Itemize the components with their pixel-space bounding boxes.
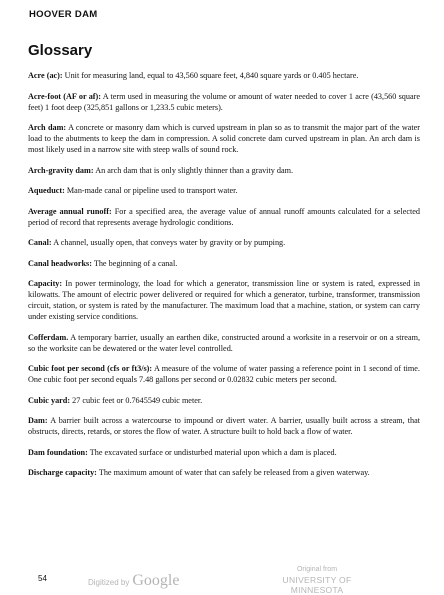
glossary-entry xyxy=(28,279,420,323)
glossary-entry xyxy=(28,92,420,114)
page-number: 54 xyxy=(38,574,47,583)
glossary-entry xyxy=(28,71,420,82)
glossary-definition: For a specified area, the average value of annual runoff amounts calculated for a selected period of record that represents average hydrologic conditions. xyxy=(28,206,420,227)
glossary-entry xyxy=(28,166,420,177)
glossary-term: Capacity: xyxy=(28,279,63,289)
glossary-definition: 27 cubic feet or 0.7645549 cubic meter. xyxy=(72,395,203,405)
glossary-term: Cubic yard: xyxy=(28,395,71,405)
glossary-term: Canal headworks: xyxy=(28,258,92,268)
glossary-definition: A channel, usually open, that conveys water by gravity or by pumping. xyxy=(53,238,286,248)
glossary-term: Aqueduct: xyxy=(28,186,65,196)
glossary-term: Acre-foot (AF or af): xyxy=(28,91,101,101)
glossary-entry xyxy=(28,333,420,355)
glossary-entry xyxy=(28,396,420,407)
glossary-definition: Unit for measuring land, equal to 43,560 square feet, 4,840 square yards or 0.405 hectare. xyxy=(64,71,359,80)
institution-label: UNIVERSITY OF MINNESOTA xyxy=(282,575,352,595)
glossary-entry xyxy=(28,238,420,249)
glossary-definition: A measure of the volume of water passing a reference point in 1 second of time. One cubic foot per second equals 7.48 gallons per second or 0.02832 cubic meters per second. xyxy=(28,364,420,385)
glossary-definition: A concrete or masonry dam which is curved upstream in plan so as to transmit the major part of the water load to the abutments to keep the dam in compression. A solid concrete dam curved upstream in plan. An arch dam is most likely used in a narrow site with steep walls of sound rock. xyxy=(28,123,421,154)
page-footer xyxy=(0,560,444,594)
glossary-term: Dam foundation: xyxy=(28,447,88,457)
glossary-term: Canal: xyxy=(28,238,52,248)
glossary-definition: A barrier built across a watercourse to impound or divert water. A barrier, usually built across a stream, that obstructs, directs, retards, or stores the flow of water. A structure built to hold back a flow of water. xyxy=(28,416,420,437)
glossary-list xyxy=(28,71,420,489)
glossary-definition: A term used in measuring the volume or amount of water needed to cover 1 acre (43,560 square feet) 1 foot deep (325,851 gallons or 1,233.5 cubic meters). xyxy=(28,91,420,112)
glossary-definition: In power terminology, the load for which a generator, transmission line or system is rated, expressed in kilowatts. The amount of electric power delivered or required for which a generator, turbine, transformer, transmission circuit, station, or system is rated by the manufacturer. The maximum load that a machine, station, or system can carry under existing service conditions. xyxy=(28,279,420,322)
glossary-term: Acre (ac): xyxy=(28,71,63,80)
glossary-definition: The maximum amount of water that can safely be released from a given waterway. xyxy=(98,468,370,478)
original-from-watermark xyxy=(257,565,377,595)
digitized-by-label: Digitized by xyxy=(88,578,130,587)
glossary-term: Arch dam: xyxy=(28,123,67,133)
glossary-term: Cubic foot per second (cfs or ft3/s): xyxy=(28,364,153,374)
glossary-definition: An arch dam that is only slightly thinner than a gravity dam. xyxy=(95,165,294,175)
glossary-entry xyxy=(28,364,420,386)
glossary-entry xyxy=(28,416,420,438)
original-from-label: Original from xyxy=(296,566,338,573)
glossary-entry xyxy=(28,448,420,459)
glossary-entry xyxy=(28,186,420,197)
glossary-term: Arch-gravity dam: xyxy=(28,165,94,175)
glossary-definition: The beginning of a canal. xyxy=(93,258,178,268)
page-title: Glossary xyxy=(28,42,93,59)
glossary-term: Discharge capacity: xyxy=(28,468,97,478)
glossary-definition: The excavated surface or undisturbed material upon which a dam is placed. xyxy=(89,447,337,457)
glossary-entry xyxy=(28,259,420,270)
glossary-entry xyxy=(28,207,420,229)
glossary-term: Dam: xyxy=(28,416,48,426)
glossary-entry xyxy=(28,123,420,156)
glossary-term: Cofferdam. xyxy=(28,332,69,342)
glossary-definition: A temporary barrier, usually an earthen dike, constructed around a worksite in a reservoir or on a stream, so the worksite can be dewatered or the water level controlled. xyxy=(28,332,420,353)
google-logo: Google xyxy=(132,572,180,589)
glossary-term: Average annual runoff: xyxy=(28,206,112,216)
glossary-definition: Man-made canal or pipeline used to transport water. xyxy=(66,186,238,196)
glossary-entry xyxy=(28,468,420,479)
running-header: HOOVER DAM xyxy=(29,9,98,20)
digitized-by-watermark xyxy=(88,572,179,590)
